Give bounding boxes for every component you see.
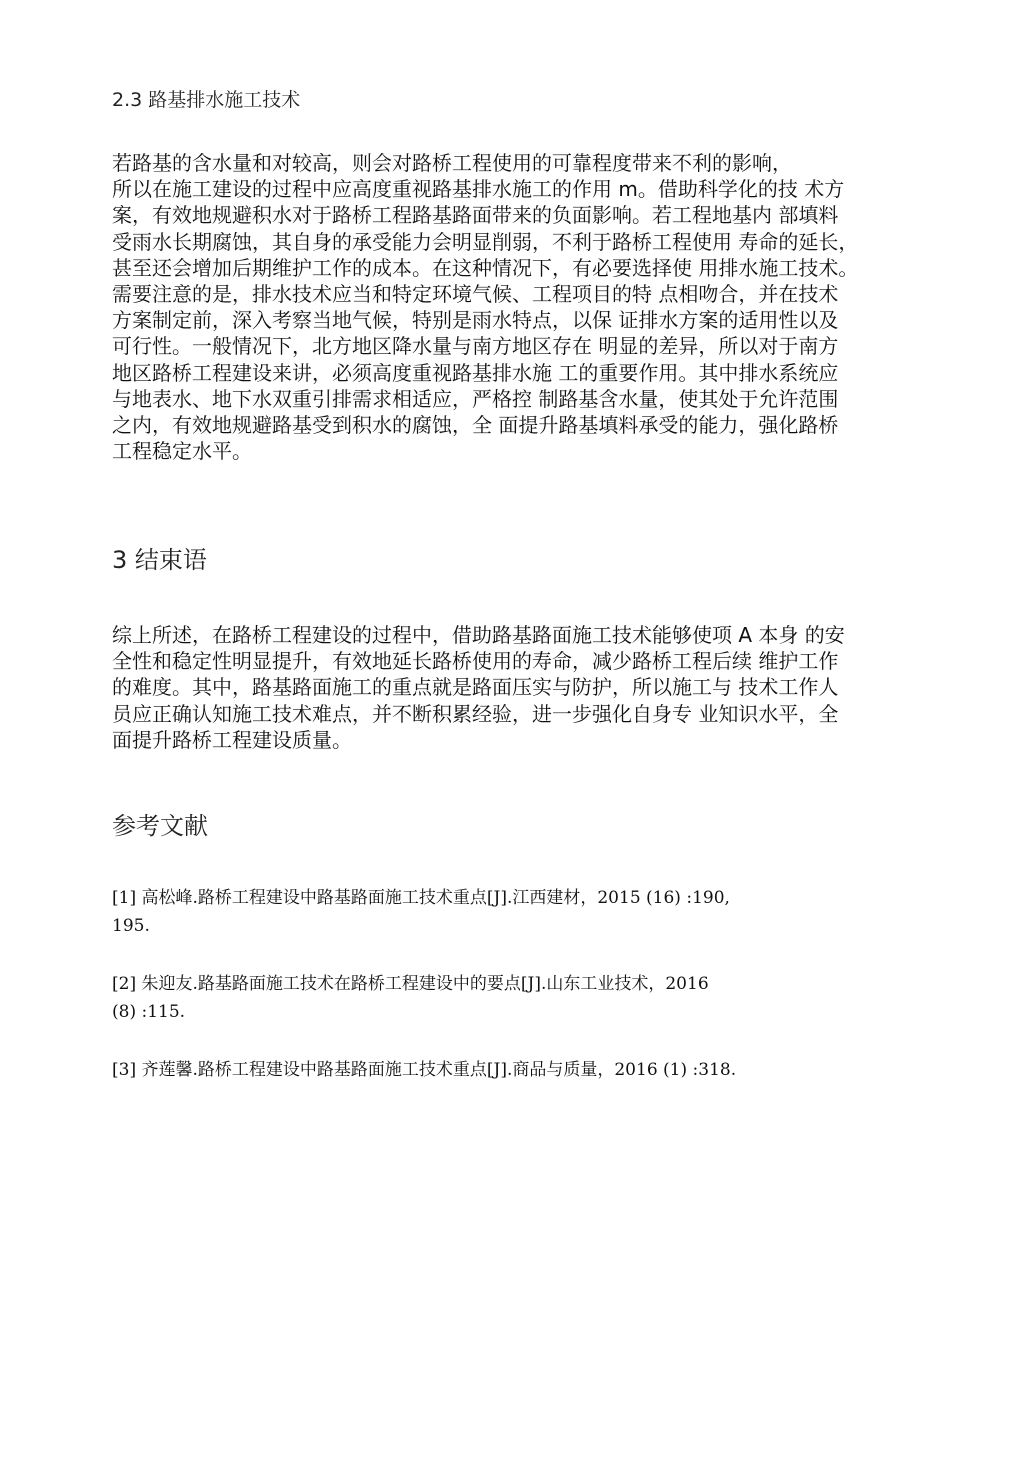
- reference-line: [3] 齐莲馨.路桥工程建设中路基路面施工技术重点[J].商品与质量，2016 (1) :318.: [112, 1060, 737, 1080]
- section-2-3-paragraph: [112, 150, 924, 464]
- paragraph-line: 若路基的含水量和对较高，则会对路桥工程使用的可靠程度带来不利的影响，: [112, 151, 792, 175]
- paragraph-line: 的难度。其中，路基路面施工的重点就是路面压实与防护，所以施工与 技术工作人: [112, 675, 839, 700]
- paragraph-line: 所以在施工建设的过程中应高度重视路基排水施工的作用 m。借助科学化的技 术方: [112, 177, 845, 202]
- paragraph-line: 地区路桥工程建设来讲，必须高度重视路基排水施 工的重要作用。其中排水系统应: [112, 360, 839, 385]
- paragraph-line: 案，有效地规避积水对于路桥工程路基路面带来的负面影响。若工程地基内 部填料: [112, 203, 839, 228]
- paragraph-line: 方案制定前，深入考察当地气候，特别是雨水特点，以保 证排水方案的适用性以及: [112, 308, 839, 333]
- paragraph-line: 需要注意的是，排水技术应当和特定环境气候、工程项目的特 点相吻合，并在技术: [112, 282, 839, 307]
- reference-item: [112, 1056, 912, 1084]
- paragraph-line: 综上所述，在路桥工程建设的过程中，借助路基路面施工技术能够使项 A 本身 的安: [112, 623, 845, 647]
- paragraph-line: 面提升路桥工程建设质量。: [112, 727, 352, 752]
- reference-line: 195.: [112, 916, 150, 936]
- reference-line: (8) :115.: [112, 1002, 186, 1022]
- paragraph-line: 工程稳定水平。: [112, 439, 252, 464]
- references-heading: 参考文献: [112, 812, 208, 840]
- paragraph-line: 全性和稳定性明显提升，有效地延长路桥使用的寿命，减少路桥工程后续 维护工作: [112, 649, 839, 674]
- paragraph-line: 受雨水长期腐蚀，其自身的承受能力会明显削弱，不利于路桥工程使用 寿命的延长，: [112, 229, 859, 254]
- paragraph-line: 之内，有效地规避路基受到积水的腐蚀，全 面提升路基填料承受的能力，强化路桥: [112, 413, 839, 438]
- paragraph-line: 与地表水、地下水双重引排需求相适应，严格控 制路基含水量，使其处于允许范围: [112, 386, 839, 411]
- paragraph-line: 员应正确认知施工技术难点，并不断积累经验，进一步强化自身专 业知识水平，全: [112, 701, 839, 726]
- reference-line: [1] 高松峰.路桥工程建设中路基路面施工技术重点[J].江西建材，2015 (16) :190,: [112, 888, 730, 908]
- reference-item: [112, 884, 912, 940]
- reference-item: [112, 970, 912, 1026]
- section-3-paragraph: [112, 622, 924, 753]
- reference-line: [2] 朱迎友.路基路面施工技术在路桥工程建设中的要点[J].山东工业技术，2016: [112, 974, 709, 994]
- section-3-heading: 3 结束语: [112, 546, 207, 574]
- paragraph-line: 可行性。一般情况下，北方地区降水量与南方地区存在 明显的差异，所以对于南方: [112, 334, 839, 359]
- paragraph-line: 甚至还会增加后期维护工作的成本。在这种情况下，有必要选择使 用排水施工技术。: [112, 255, 859, 280]
- section-2-3-heading: 2.3 路基排水施工技术: [112, 89, 301, 111]
